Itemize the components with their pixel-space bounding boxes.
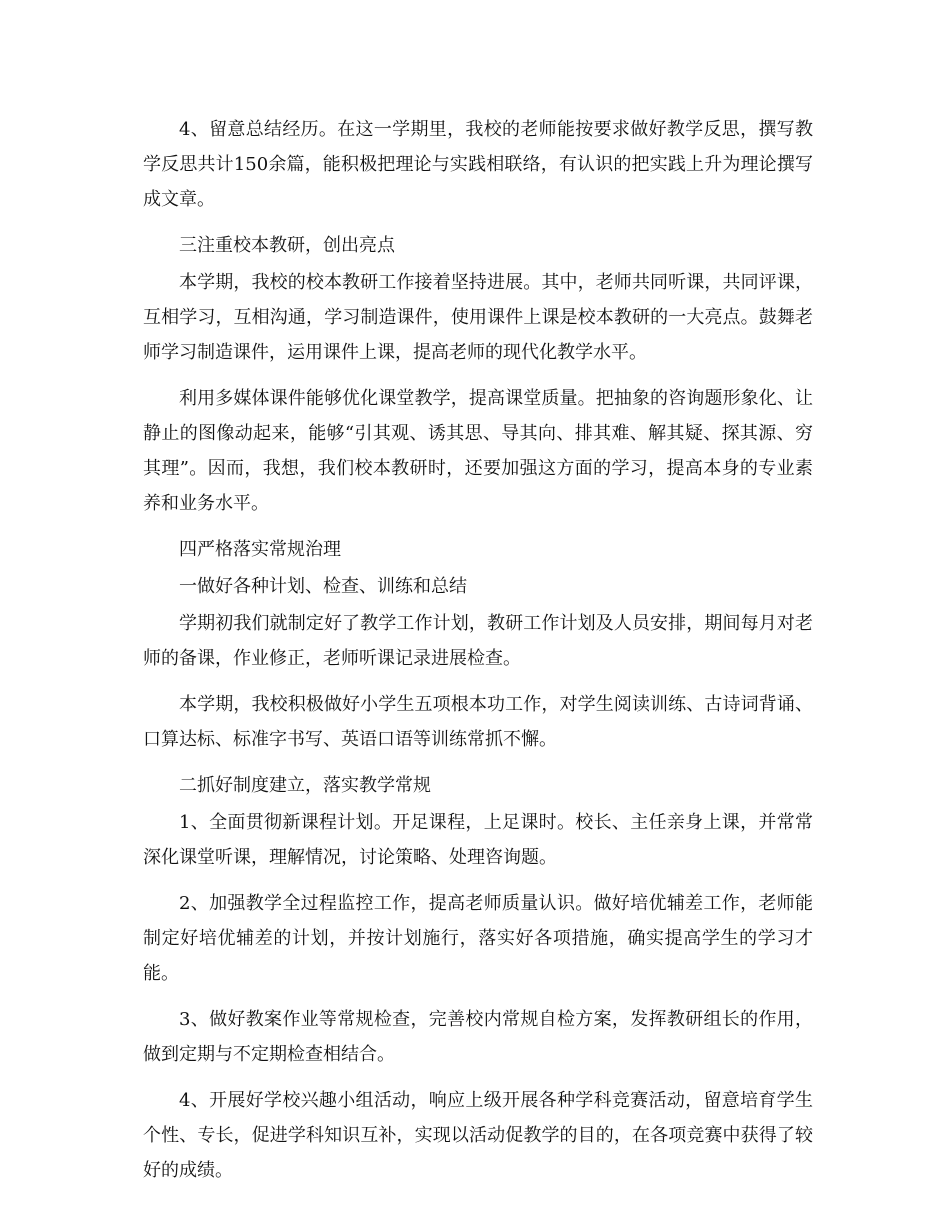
heading-routine-management: 四严格落实常规治理: [179, 539, 341, 560]
subheading-system-building: 二抓好制度建立，落实教学常规: [179, 775, 431, 796]
paragraph-interest-groups: 4、开展好学校兴趣小组活动，响应上级开展各种学科竞赛活动，留意培育学生个性、专长，促进学科知识互补，实现以活动促教学的目的，在各项竞赛中获得了较好的成绩。: [143, 1090, 813, 1181]
paragraph-research-work: 本学期，我校的校本教研工作接着坚持进展。其中，老师共同听课，共同评课，互相学习，互相沟通，学习制造课件，使用课件上课是校本教研的一大亮点。鼓舞老师学习制造课件，运用课件上课，提高老师的现代化教学水平。: [143, 272, 813, 363]
paragraph-inspection: 3、做好教案作业等常规检查，完善校内常规自检方案，发挥教研组长的作用，做到定期与不定期检查相结合。: [143, 1009, 813, 1065]
subheading-plans-checks: 一做好各种计划、检查、训练和总结: [179, 576, 467, 597]
paragraph-basic-skills: 本学期，我校积极做好小学生五项根本功工作，对学生阅读训练、古诗词背诵、口算达标、标准字书写、英语口语等训练常抓不懈。: [143, 694, 813, 750]
paragraph-curriculum: 1、全面贯彻新课程计划。开足课程，上足课时。校长、主任亲身上课，并常常深化课堂听课，理解情况，讨论策略、处理咨询题。: [143, 812, 813, 868]
paragraph-monitoring: 2、加强教学全过程监控工作，提高老师质量认识。做好培优辅差工作，老师能制定好培优辅差的计划，并按计划施行，落实好各项措施，确实提高学生的学习才能。: [143, 893, 813, 984]
paragraph-multimedia: 利用多媒体课件能够优化课堂教学，提高课堂质量。把抽象的咨询题形象化、让静止的图像动起来，能够“引其观、诱其思、导其向、排其难、解其疑、探其源、穷其理”。因而，我想，我们校本教研时，还要加强这方面的学习，提高本身的专业素养和业务水平。: [143, 388, 813, 514]
document-body: [143, 112, 813, 1199]
heading-school-research: 三注重校本教研，创出亮点: [179, 235, 395, 256]
paragraph-teaching-plan: 学期初我们就制定好了教学工作计划，教研工作计划及人员安排，期间每月对老师的备课，作业修正，老师听课记录进展检查。: [143, 613, 813, 669]
paragraph-reflection: 4、留意总结经历。在这一学期里，我校的老师能按要求做好教学反思，撰写教学反思共计150余篇，能积极把理论与实践相联络，有认识的把实践上升为理论撰写成文章。: [143, 119, 813, 210]
